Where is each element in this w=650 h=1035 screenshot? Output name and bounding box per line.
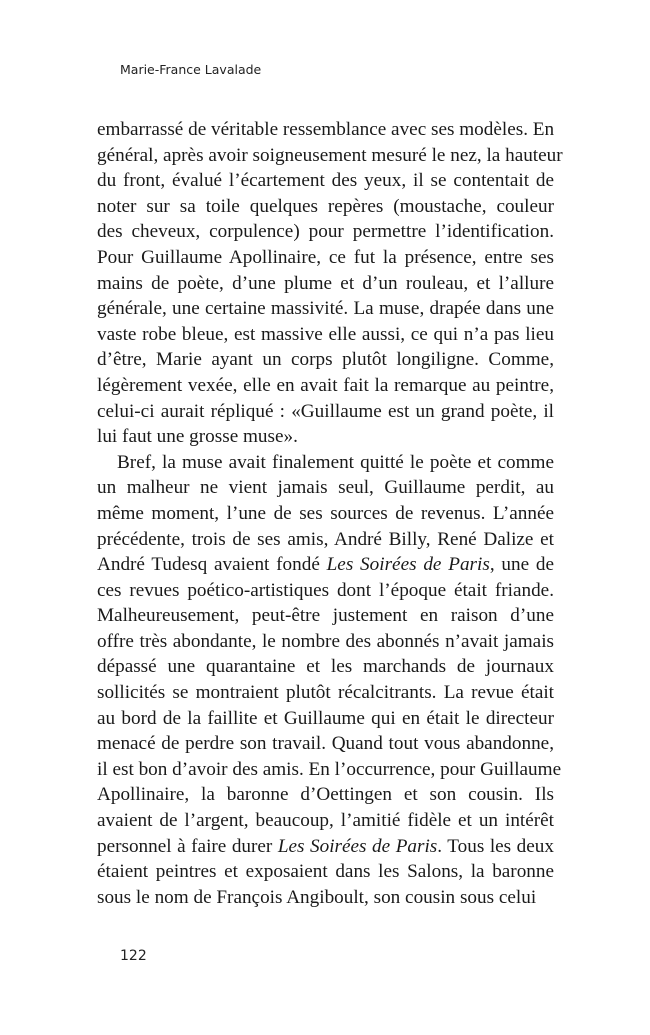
text-segment: il est bon d’avoir des amis. En l’occurrence, pour Guillaume	[97, 758, 562, 780]
text-segment: Pour Guillaume Apollinaire, ce fut la présence, entre ses	[97, 246, 554, 268]
text-segment: au bord de la faillite et Guillaume qui en était le directeur	[97, 707, 554, 729]
text-line	[97, 885, 554, 911]
text-segment: celui-ci aurait répliqué : «Guillaume est un grand poète, il	[97, 400, 554, 422]
text-line	[97, 399, 554, 425]
text-segment: du front, évalué l’écartement des yeux, il se contentait de	[97, 170, 554, 192]
text-segment: générale, une certaine massivité. La muse, drapée dans une	[97, 298, 554, 320]
text-segment: Bref, la muse avait finalement quitté le poète et comme	[117, 451, 554, 473]
text-segment: , une de	[489, 554, 554, 576]
text-line	[97, 654, 554, 680]
text-segment: sous le nom de François Angiboult, son cousin sous celui	[97, 886, 537, 908]
text-segment: avaient de l’argent, beaucoup, l’amitié fidèle et un intérêt	[97, 810, 554, 832]
text-segment: légèrement vexée, elle en avait fait la remarque au peintre,	[97, 374, 554, 396]
text-segment: même moment, l’une de ses sources de revenus. L’année	[97, 502, 554, 524]
text-line	[97, 501, 554, 527]
text-segment: André Tudesq avaient fondé	[97, 554, 327, 576]
italic-title: Les Soirées de Paris	[277, 835, 438, 857]
text-segment: embarrassé de véritable ressemblance avec ses modèles. En	[97, 119, 555, 140]
text-line	[97, 322, 554, 348]
italic-title: Les Soirées de Paris	[326, 554, 490, 576]
page-number: 122	[120, 948, 147, 964]
text-line	[97, 373, 554, 399]
text-segment: général, après avoir soigneusement mesuré le nez, la hauteur	[97, 144, 563, 166]
text-line	[97, 706, 554, 732]
text-line	[97, 859, 554, 885]
text-line	[97, 578, 554, 604]
text-line	[97, 680, 554, 706]
text-segment: menacé de perdre son travail. Quand tout vous abandonne,	[97, 733, 554, 755]
text-segment: dépassé une quarantaine et les marchands de journaux	[97, 656, 554, 678]
text-segment: un malheur ne vient jamais seul, Guillaume perdit, au	[97, 477, 554, 499]
text-segment: Malheureusement, peut-être justement en raison d’une	[97, 605, 554, 627]
text-line	[97, 782, 554, 808]
text-segment: d’être, Marie ayant un corps plutôt longiligne. Comme,	[97, 349, 554, 371]
text-segment: offre très abondante, le nombre des abonnés n’avait jamais	[97, 630, 554, 652]
text-line	[97, 834, 554, 860]
text-line	[97, 527, 554, 553]
text-line	[97, 731, 554, 757]
text-line	[97, 757, 562, 783]
running-head: Marie-France Lavalade	[120, 62, 262, 77]
text-segment: mains de poète, d’une plume et d’un rouleau, et l’allure	[97, 272, 554, 294]
text-line	[97, 552, 554, 578]
text-line	[97, 271, 554, 297]
text-line	[97, 629, 554, 655]
text-line	[97, 808, 554, 834]
text-line	[97, 450, 554, 476]
text-segment: ces revues poético-artistiques dont l’époque était friande.	[97, 579, 554, 601]
text-line	[97, 603, 554, 629]
text-segment: . Tous les deux	[437, 835, 554, 857]
body-text	[97, 117, 563, 910]
text-line	[97, 117, 554, 143]
text-line	[97, 347, 554, 373]
text-line	[97, 475, 554, 501]
text-line	[97, 245, 554, 271]
text-segment: précédente, trois de ses amis, André Billy, René Dalize et	[97, 528, 554, 550]
text-segment: étaient peintres et exposaient dans les Salons, la baronne	[97, 861, 554, 883]
text-line	[97, 194, 554, 220]
text-line	[97, 168, 554, 194]
text-line	[97, 219, 554, 245]
text-segment: des cheveux, corpulence) pour permettre l’identification.	[97, 221, 554, 243]
text-line	[97, 424, 554, 450]
text-segment: vaste robe bleue, est massive elle aussi, ce qui n’a pas lieu	[97, 323, 554, 345]
text-line	[97, 143, 563, 169]
text-line	[97, 296, 554, 322]
text-segment: sollicités se montraient plutôt récalcitrants. La revue était	[97, 682, 554, 704]
text-segment: personnel à faire durer	[97, 835, 278, 857]
text-segment: lui faut une grosse muse».	[97, 426, 298, 448]
text-segment: noter sur sa toile quelques repères (moustache, couleur	[97, 195, 554, 217]
text-segment: Apollinaire, la baronne d’Oettingen et son cousin. Ils	[97, 784, 554, 806]
